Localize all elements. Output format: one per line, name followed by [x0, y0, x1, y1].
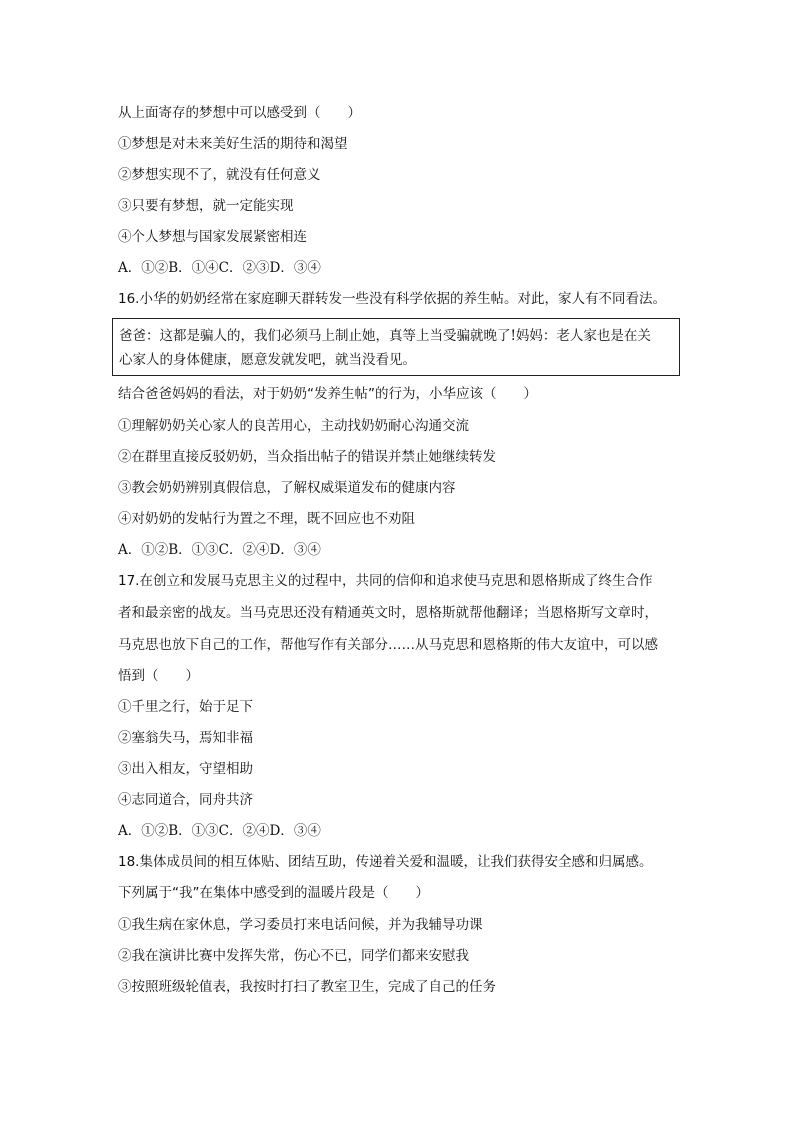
q17-option-4: ④志同道合，同舟共济 — [118, 792, 253, 808]
q17-stem-line-3: 马克思也放下自己的工作，帮他写作有关部分……从马克思和恩格斯的伟大友谊中，可以感 — [118, 637, 658, 653]
q16-stem: 16.小华的奶奶经常在家庭聊天群转发一些没有科学依据的养生帖。对此，家人有不同看法。 — [118, 291, 666, 307]
q15-option-4: ④个人梦想与国家发展紧密相连 — [118, 229, 307, 245]
q16-quote-box — [112, 318, 680, 376]
q18-option-3: ③按照班级轮值表，我按时打扫了教室卫生，完成了自己的任务 — [118, 979, 496, 995]
q18-stem-line-1: 18.集体成员间的相互体贴、团结互助，传递着关爱和温暖，让我们获得安全感和归属感。 — [118, 854, 653, 870]
q16-option-4: ④对奶奶的发帖行为置之不理，既不回应也不劝阻 — [118, 511, 415, 527]
q17-stem-line-4: 悟到（ ） — [118, 668, 199, 684]
q16-quote-line-1: 爸爸：这都是骗人的，我们必须马上制止她，真等上当受骗就晚了!妈妈：老人家也是在关 — [119, 328, 651, 344]
q15-stem: 从上面寄存的梦想中可以感受到（ ） — [118, 105, 361, 121]
q17-stem-line-2: 者和最亲密的战友。当马克思还没有精通英文时，恩格斯就帮他翻译；当恩格斯写文章时， — [118, 605, 658, 621]
q15-answer-choices: A．①②B．①④C．②③D．③④ — [118, 260, 321, 276]
q15-option-2: ②梦想实现不了，就没有任何意义 — [118, 167, 321, 183]
q16-option-1: ①理解奶奶关心家人的良苦用心，主动找奶奶耐心沟通交流 — [118, 418, 469, 434]
q16-quote-line-2: 心家人的身体健康，愿意发就发吧，就当没看见。 — [119, 352, 416, 368]
q18-stem-line-2: 下列属于“我”在集体中感受到的温暖片段是（ ） — [118, 885, 429, 901]
q17-option-3: ③出入相友，守望相助 — [118, 761, 253, 777]
q16-question: 结合爸爸妈妈的看法，对于奶奶“发养生帖”的行为，小华应该（ ） — [118, 386, 537, 402]
q15-option-1: ①梦想是对未来美好生活的期待和渴望 — [118, 136, 348, 152]
q15-option-3: ③只要有梦想，就一定能实现 — [118, 198, 294, 214]
q17-stem-line-1: 17.在创立和发展马克思主义的过程中，共同的信仰和追求使马克思和恩格斯成了终生合作 — [118, 573, 653, 589]
q16-answer-choices: A．①②B．①③C．②④D．③④ — [118, 542, 321, 558]
q17-answer-choices: A．①②B．①③C．②④D．③④ — [118, 823, 321, 839]
q18-option-1: ①我生病在家休息，学习委员打来电话问候，并为我辅导功课 — [118, 917, 483, 933]
q16-option-3: ③教会奶奶辨别真假信息，了解权威渠道发布的健康内容 — [118, 480, 456, 496]
q17-option-1: ①千里之行，始于足下 — [118, 699, 253, 715]
q16-option-2: ②在群里直接反驳奶奶，当众指出帖子的错误并禁止她继续转发 — [118, 449, 496, 465]
q17-option-2: ②塞翁失马，焉知非福 — [118, 730, 253, 746]
q18-option-2: ②我在演讲比赛中发挥失常，伤心不已，同学们都来安慰我 — [118, 948, 469, 964]
